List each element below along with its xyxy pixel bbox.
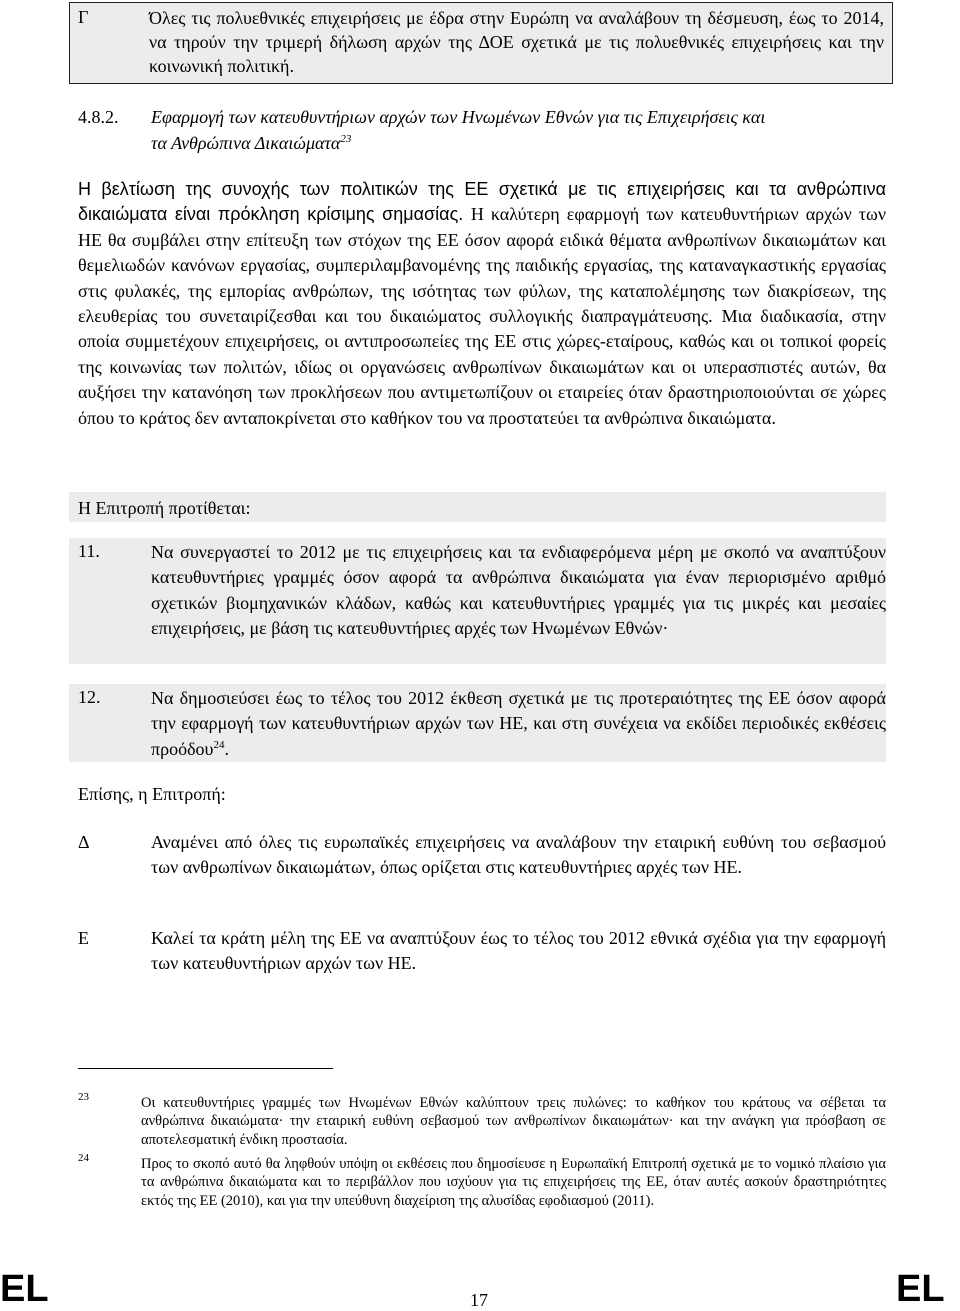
action-item-12 <box>69 684 886 762</box>
footnote-number-24: 24 <box>78 1152 89 1164</box>
footnote-separator <box>78 1068 333 1069</box>
footnote-text-24: Προς το σκοπό αυτό θα ληφθούν υπόψη οι εκθέσεις που δημοσίευσε η Ευρωπαϊκή Επιτροπή σχετικά με το νομικό πλαίσιο για τα ανθρώπινα δικαιώματα και το περιβάλλον που ισχύουν για τις επιχειρήσεις της ΕΕ, όταν αυτές ασκούν δραστηριότητες εκτός της ΕΕ (2010), και για την υπεύθυνη διαχείριση της αλυσίδας εφοδιασμού (2011). <box>141 1156 886 1209</box>
section-title-line2: τα Ανθρώπινα Δικαιώματα <box>151 133 341 153</box>
language-code-left: EL <box>0 1268 49 1310</box>
commission-intent-block <box>69 492 886 522</box>
item-text-d: Αναμένει από όλες τις ευρωπαϊκές επιχειρήσεις να αναλάβουν την εταιρική ευθύνη του σεβασμού των ανθρωπίνων δικαιωμάτων, όπως ορίζεται στις κατευθυντήριες αρχές των ΗΕ. <box>151 832 886 878</box>
item-text: Να δημοσιεύσει έως το τέλος του 2012 έκθεση σχετικά με τις προτεραιότητες της ΕΕ όσον αφορά την εφαρμογή των κατευθυντήριων αρχών των ΗΕ, και στη συνέχεια να εκδίδει περιοδικές εκθέσεις προόδου <box>151 688 886 759</box>
intro-part-1: Η βελτίωση της συνοχής των πολιτικών της ΕΕ σχετικά με τις επιχειρήσεις και τα ανθρώπινα δικαιώματα είναι πρόκληση κρίσιμης σημασίας. <box>78 179 886 225</box>
also-intro: Επίσης, η Επιτροπή: <box>78 784 226 804</box>
item-number: 12. <box>78 687 101 707</box>
intro-part-2: Η καλύτερη εφαρμογή των κατευθυντήριων αρχών των ΗΕ θα συμβάλει στην επίτευξη των στόχων της ΕΕ όσον αφορά ειδικά θέματα ανθρωπίνων δικαιωμάτων και θεμελιωδών κανόνων εργασίας, συμπεριλαμβανομένης της παιδικής εργασίας, της καταναγκαστικής εργασίας στις φυλακές, της εμπορίας ανθρώπων, της ισότητας των φύλων, της καταπολέμησης των διακρίσεων, της ελευθερίας του συνεταιρίζεσθαι και του δικαιώματος συλλογικής διαπραγμάτευσης. <box>78 204 886 327</box>
footnote-ref-24[interactable]: 24 <box>213 738 225 751</box>
page-number: 17 <box>470 1290 488 1310</box>
section-title-line1: Εφαρμογή των κατευθυντήριων αρχών των Ηνωμένων Εθνών για τις Επιχειρήσεις και <box>151 107 766 127</box>
item-number: 11. <box>78 541 100 561</box>
item-letter-e: Ε <box>78 928 89 948</box>
footnote-ref-23[interactable]: 23 <box>340 133 352 145</box>
footnote-number-23: 23 <box>78 1091 89 1103</box>
boxed-item-g <box>69 2 893 84</box>
item-letter-d: Δ <box>78 832 90 852</box>
item-text-wrap <box>151 686 886 762</box>
intro-part-3: Μια διαδικασία, στην οποία συμμετέχουν επιχειρήσεις, οι αντιπροσωπείες της ΕΕ στις χώρες-εταίρους, καθώς και οι τοπικοί φορείς της κοινωνίας των πολιτών, ιδίως οι οργανώσεις ανθρωπίνων δικαιωμάτων και οι υπερασπιστές αυτών, θα αυξήσει την κατανόηση των προκλήσεων που αντιμετωπίζουν οι εταιρείες όταν δραστηριοποιούνται σε χώρες όπου το κράτος δεν ανταποκρίνεται στο καθήκον του να προστατεύει τα ανθρώπινα δικαιώματα. <box>78 306 886 428</box>
section-number: 4.8.2. <box>78 107 119 127</box>
item-end: . <box>224 738 229 759</box>
action-item-11 <box>69 538 886 664</box>
commission-intro: Η Επιτροπή προτίθεται: <box>78 498 251 518</box>
section-heading <box>78 104 893 156</box>
item-text: Όλες τις πολυεθνικές επιχειρήσεις με έδρα στην Ευρώπη να αναλάβουν τη δέσμευση, έως το 2014, να τηρούν την τριμερή δήλωση αρχών της ΔΟΕ σχετικά με τις πολυεθνικές επιχειρήσεις και την κοινωνική πολιτική. <box>149 8 884 76</box>
item-letter: Γ <box>78 7 89 27</box>
item-text-e: Καλεί τα κράτη μέλη της ΕΕ να αναπτύξουν έως το τέλος του 2012 εθνικά σχέδια για την εφαρμογή των κατευθυντήριων αρχών των ΗΕ. <box>151 928 886 974</box>
item-text: Να συνεργαστεί το 2012 με τις επιχειρήσεις και τα ενδιαφερόμενα μέρη με σκοπό να αναπτύξουν κατευθυντήριες γραμμές όσον αφορά τα ανθρώπινα δικαιώματα για έναν περιορισμένο αριθμό σχετικών βιομηχανικών κλάδων, καθώς και κατευθυντήριες γραμμές για τις μικρές και μεσαίες επιχειρήσεις, με βάση τις κατευθυντήριες αρχές των Ηνωμένων Εθνών· <box>151 542 886 639</box>
intro-paragraph <box>78 177 886 431</box>
language-code-right: EL <box>896 1268 945 1310</box>
footnote-text-23: Οι κατευθυντήριες γραμμές των Ηνωμένων Εθνών καλύπτουν τρεις πυλώνες: το καθήκον του κράτους να σέβεται τα ανθρώπινα δικαιώματα· την εταιρική ευθύνη σεβασμού των ανθρωπίνων δικαιωμάτων· και την ανάγκη για πρόσβαση σε αποτελεσματική ένδικη προστασία. <box>141 1095 886 1148</box>
